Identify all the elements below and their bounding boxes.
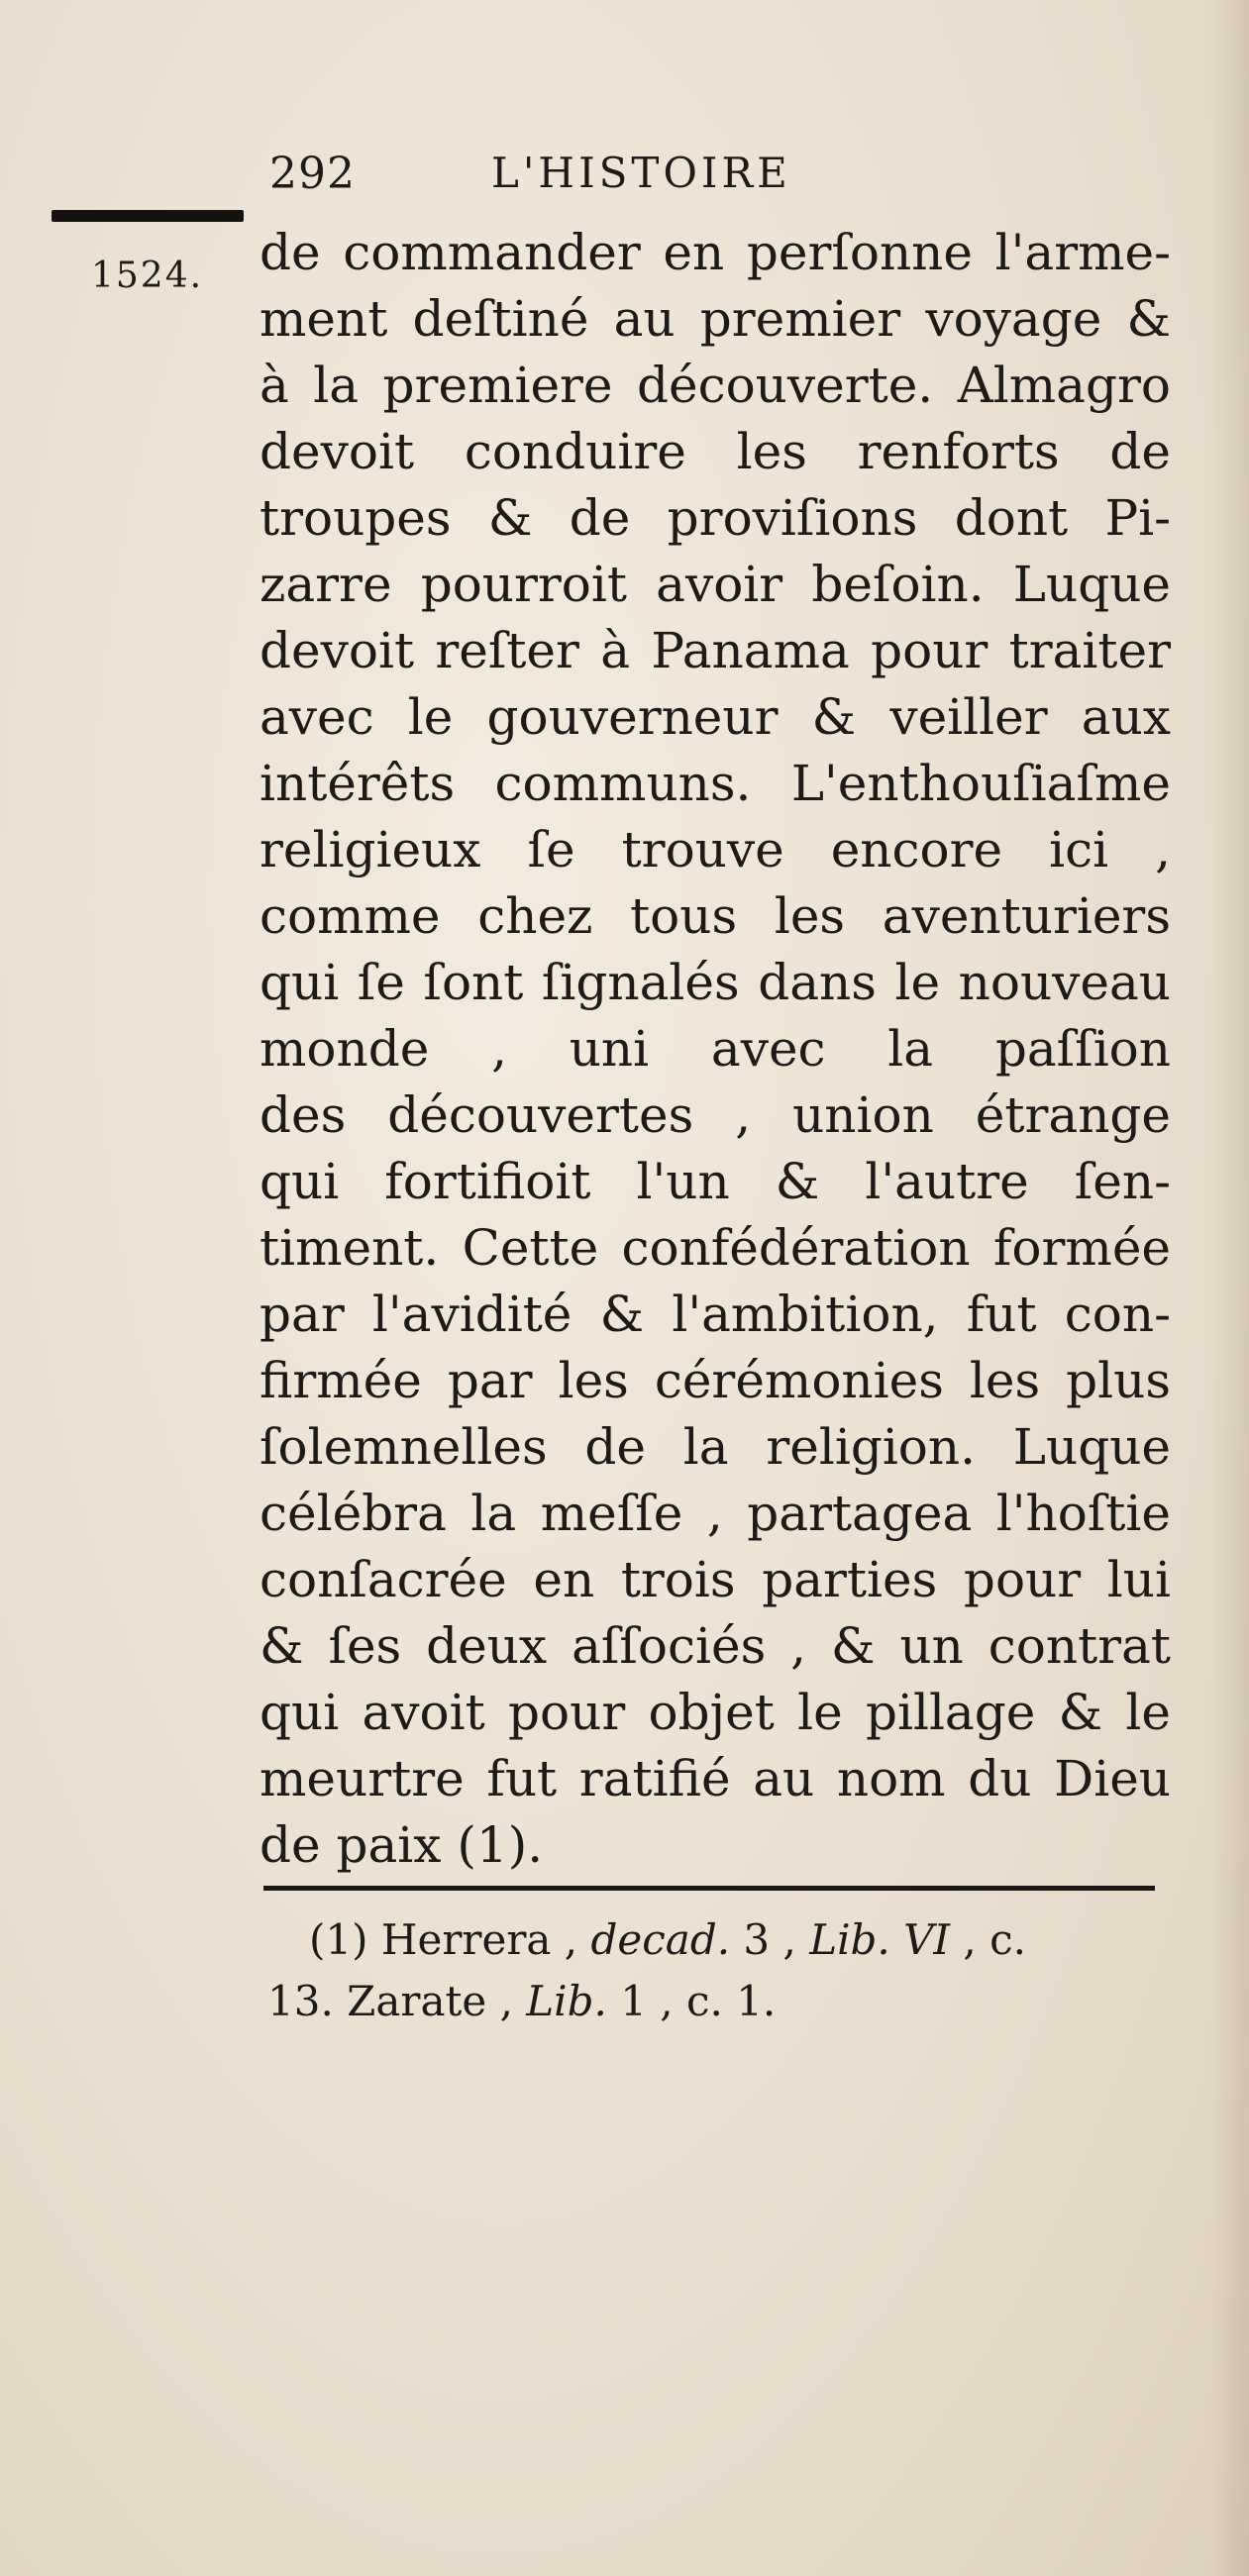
text-line: qui avoit pour objet le pillage & le xyxy=(260,1684,1171,1741)
text-line: troupes & de proviſions dont Pi- xyxy=(260,489,1171,547)
footnote-text: 3 , xyxy=(730,1915,810,1964)
footnote-text: (1) Herrera , xyxy=(309,1915,591,1964)
text-line: religieux ſe trouve encore ici , xyxy=(260,821,1171,878)
text-line: firmée par les cérémonies les plus xyxy=(260,1352,1171,1409)
text-line: qui fortifioit l'un & l'autre ſen- xyxy=(260,1153,1171,1210)
text-line: devoit reſter à Panama pour traiter xyxy=(260,622,1171,679)
text-line: de paix (1). xyxy=(260,1816,544,1874)
body-text xyxy=(260,220,1171,1879)
text-line: à la premiere découverte. Almagro xyxy=(260,357,1171,414)
footnote-italic: decad. xyxy=(590,1915,731,1964)
text-line: qui ſe ſont ſignalés dans le nouveau xyxy=(260,954,1171,1011)
text-line: intérêts communs. L'enthouſiaſme xyxy=(260,755,1171,812)
text-line: célébra la meſſe , partagea l'hoſtie xyxy=(260,1485,1171,1542)
margin-year-note: 1524. xyxy=(91,256,204,296)
footnote-line xyxy=(267,1909,1179,1971)
text-line: devoit conduire les renforts de xyxy=(260,423,1171,480)
page-number: 292 xyxy=(269,149,356,199)
running-head: L'HISTOIRE xyxy=(491,149,791,197)
text-line: zarre pourroit avoir beſoin. Luque xyxy=(260,556,1171,613)
footnote-italic: Lib. VI xyxy=(809,1915,951,1964)
footnote-italic: Lib. xyxy=(526,1977,607,2025)
footnote xyxy=(267,1909,1179,2032)
footnote-text: 13. Zarate , xyxy=(267,1977,527,2025)
text-line: comme chez tous les aventuriers xyxy=(260,887,1171,945)
footnote-line xyxy=(267,1971,1179,2032)
text-line: des découvertes , union étrange xyxy=(260,1086,1171,1144)
margin-rule xyxy=(52,210,244,222)
footnote-rule xyxy=(263,1886,1155,1891)
text-line: par l'avidité & l'ambition, fut con- xyxy=(260,1286,1171,1343)
page-edge-shadow xyxy=(1209,0,1249,2576)
text-line: conſacrée en trois parties pour lui xyxy=(260,1551,1171,1608)
text-line: ment deſtiné au premier voyage & xyxy=(260,290,1171,348)
text-line: monde , uni avec la paſſion xyxy=(260,1020,1171,1078)
text-line: meurtre fut ratifié au nom du Dieu xyxy=(260,1750,1171,1807)
text-line: avec le gouverneur & veiller aux xyxy=(260,688,1171,746)
text-line: & ſes deux aſſociés , & un contrat xyxy=(260,1617,1171,1675)
text-line: timent. Cette confédération formée xyxy=(260,1219,1171,1277)
footnote-text: 1 , c. 1. xyxy=(606,1977,777,2025)
text-line: de commander en perſonne l'arme- xyxy=(260,224,1171,281)
page-header xyxy=(269,149,1022,208)
footnote-text: , c. xyxy=(950,1915,1026,1964)
text-line: ſolemnelles de la religion. Luque xyxy=(260,1418,1171,1476)
